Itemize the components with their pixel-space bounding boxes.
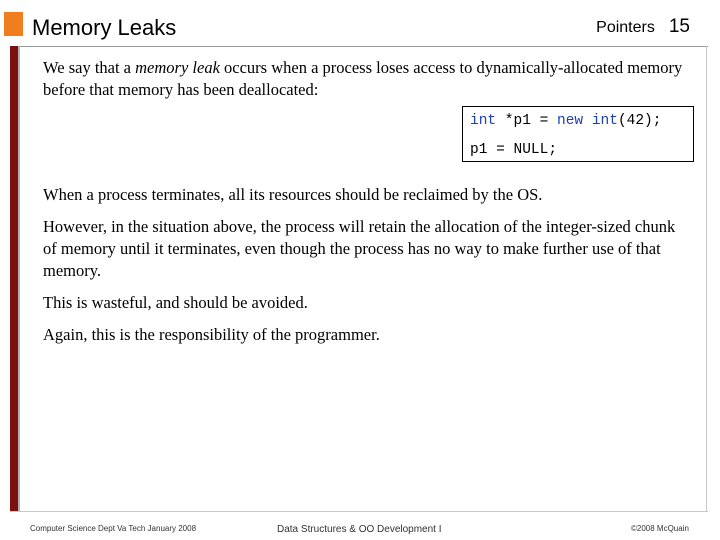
paragraph-responsibility: Again, this is the responsibility of the programmer. (43, 325, 380, 344)
code-keyword-int: int (470, 113, 497, 129)
footer-divider (10, 511, 708, 512)
intro-text-before: We say that a (43, 58, 136, 77)
code-text: *p1 = (496, 113, 558, 129)
code-snippet-box (462, 106, 694, 162)
code-keyword-int: int (591, 113, 618, 129)
header-divider (10, 46, 708, 47)
footer-course-info: Computer Science Dept Va Tech January 2008 (30, 524, 197, 533)
paragraph-terminate: When a process terminates, all its resources should be reclaimed by the OS. (43, 185, 543, 204)
paragraph-wasteful: This is wasteful, and should be avoided. (43, 293, 308, 312)
right-edge-line (706, 46, 707, 511)
paragraph-however: However, in the situation above, the process will retain the allocation of the integer-sized chunk of memory until it terminates, even though the process has no way to make further use of that memory. (43, 217, 676, 280)
intro-paragraph (43, 57, 693, 101)
title-accent-square (4, 12, 23, 36)
page-number: 15 (668, 16, 690, 37)
slide-title: Memory Leaks (32, 15, 177, 40)
term-memory-leak: memory leak (135, 58, 220, 77)
slide-header-right (596, 16, 690, 38)
footer-copyright: ©2008 McQuain (631, 524, 689, 533)
code-line-1 (470, 113, 661, 129)
code-keyword-new: new (557, 113, 584, 129)
footer-course-title: Data Structures & OO Development I (277, 524, 442, 535)
code-space (583, 113, 592, 129)
code-line-2: p1 = NULL; (470, 142, 558, 158)
code-text: (42); (617, 113, 662, 129)
section-label: Pointers (596, 19, 655, 36)
left-bar-shadow (18, 46, 20, 511)
left-accent-bar (10, 46, 18, 511)
intro-text-after: occurs when a process loses access to dynamically-allocated memory before that memory has been deallocated: (43, 58, 683, 99)
